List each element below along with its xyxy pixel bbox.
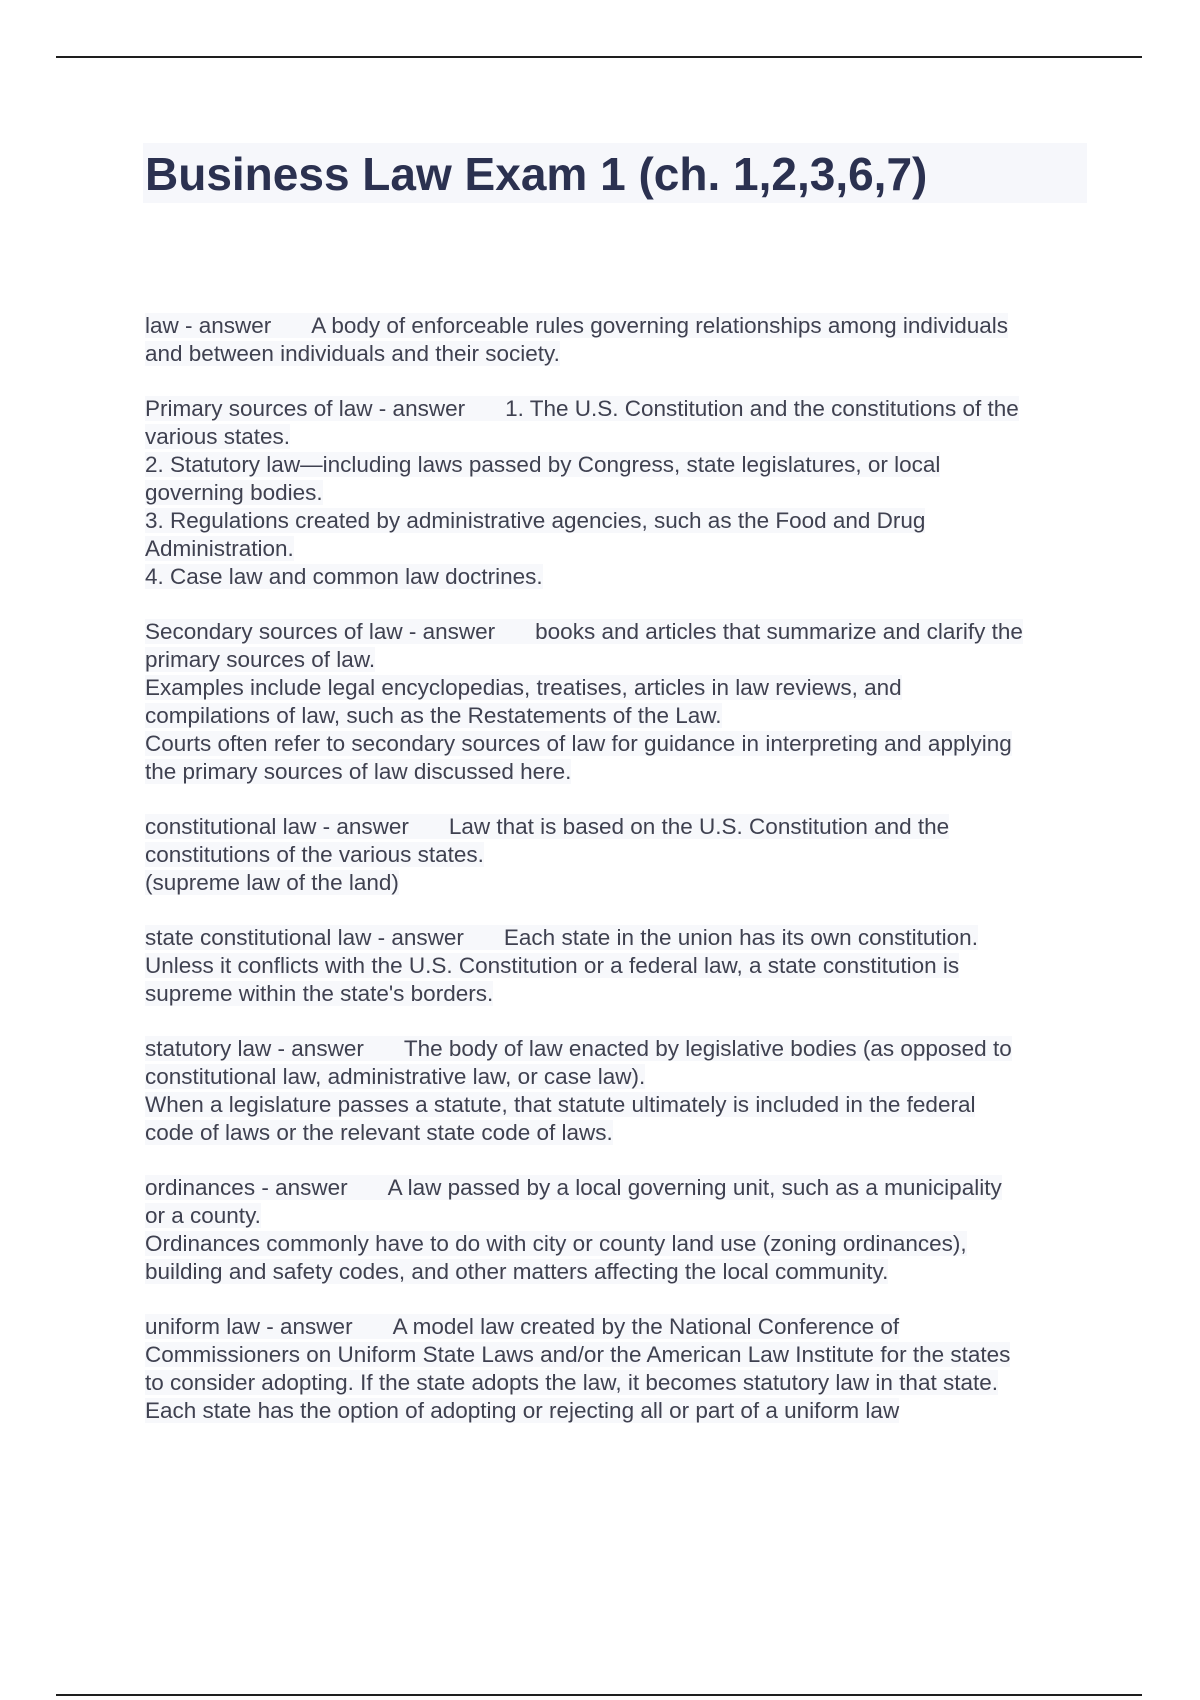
- entry-line: [145, 1202, 1095, 1230]
- entry-term: statutory law - answer: [145, 1036, 364, 1061]
- entry-line: [145, 702, 1095, 730]
- entry-term: uniform law - answer: [145, 1314, 353, 1339]
- entry-line: [145, 479, 1095, 507]
- entry-line: [145, 1313, 1095, 1341]
- entry-line: [145, 1174, 1095, 1202]
- entry-line: [145, 535, 1095, 563]
- entry-definition: compilations of law, such as the Restatements of the Law.: [145, 703, 722, 728]
- entry-definition: Commissioners on Uniform State Laws and/or the American Law Institute for the states: [145, 1342, 1011, 1367]
- entry-line: [145, 1063, 1095, 1091]
- entry-definition: When a legislature passes a statute, that statute ultimately is included in the federal: [145, 1092, 976, 1117]
- entry-definition: constitutions of the various states.: [145, 842, 484, 867]
- entry-definition: the primary sources of law discussed here.: [145, 759, 572, 784]
- entry-definition: 2. Statutory law—including laws passed by Congress, state legislatures, or local: [145, 452, 941, 477]
- bottom-rule: [56, 1694, 1142, 1696]
- entry-definition: Law that is based on the U.S. Constitution and the: [448, 814, 950, 839]
- flashcard-entry: [145, 1313, 1095, 1425]
- flashcard-list: [145, 312, 1095, 1452]
- entry-line: [145, 1397, 1095, 1425]
- entry-definition: code of laws or the relevant state code of laws.: [145, 1120, 613, 1145]
- entry-line: [145, 1230, 1095, 1258]
- entry-term: Primary sources of law - answer: [145, 396, 466, 421]
- flashcard-entry: [145, 1035, 1095, 1147]
- entry-definition: primary sources of law.: [145, 647, 376, 672]
- entry-line: [145, 563, 1095, 591]
- flashcard-entry: [145, 395, 1095, 591]
- entry-definition: The body of law enacted by legislative bodies (as opposed to: [403, 1036, 1012, 1061]
- entry-line: [145, 869, 1095, 897]
- entry-line: [145, 618, 1095, 646]
- entry-definition: Unless it conflicts with the U.S. Constitution or a federal law, a state constitution is: [145, 953, 960, 978]
- entry-line: [145, 1258, 1095, 1286]
- entry-line: [145, 674, 1095, 702]
- entry-definition: Courts often refer to secondary sources of law for guidance in interpreting and applying: [145, 731, 1012, 756]
- entry-definition: building and safety codes, and other matters affecting the local community.: [145, 1259, 889, 1284]
- flashcard-entry: [145, 924, 1095, 1008]
- flashcard-entry: [145, 1174, 1095, 1286]
- entry-line: [145, 1035, 1095, 1063]
- entry-line: [145, 395, 1095, 423]
- entry-definition: to consider adopting. If the state adopts the law, it becomes statutory law in that state.: [145, 1370, 998, 1395]
- top-rule: [56, 56, 1142, 58]
- entry-line: [145, 841, 1095, 869]
- entry-line: [145, 980, 1095, 1008]
- entry-definition: (supreme law of the land): [145, 870, 399, 895]
- entry-definition: Each state has the option of adopting or rejecting all or part of a uniform law: [145, 1398, 900, 1423]
- entry-line: [145, 507, 1095, 535]
- flashcard-entry: [145, 618, 1095, 786]
- flashcard-entry: [145, 312, 1095, 368]
- entry-line: [145, 924, 1095, 952]
- entry-term: constitutional law - answer: [145, 814, 409, 839]
- entry-line: [145, 1119, 1095, 1147]
- entry-term: law - answer: [145, 313, 272, 338]
- entry-definition: Ordinances commonly have to do with city or county land use (zoning ordinances),: [145, 1231, 967, 1256]
- entry-definition: A body of enforceable rules governing relationships among individuals: [311, 313, 1008, 338]
- entry-definition: constitutional law, administrative law, or case law).: [145, 1064, 646, 1089]
- entry-definition: 4. Case law and common law doctrines.: [145, 564, 543, 589]
- entry-definition: or a county.: [145, 1203, 261, 1228]
- entry-line: [145, 758, 1095, 786]
- entry-line: [145, 312, 1095, 340]
- entry-definition: 3. Regulations created by administrative agencies, such as the Food and Drug: [145, 508, 926, 533]
- entry-definition: A model law created by the National Conference of: [392, 1314, 900, 1339]
- entry-term: Secondary sources of law - answer: [145, 619, 496, 644]
- entry-term: state constitutional law - answer: [145, 925, 464, 950]
- entry-definition: governing bodies.: [145, 480, 323, 505]
- entry-definition: Each state in the union has its own constitution.: [503, 925, 978, 950]
- entry-definition: supreme within the state's borders.: [145, 981, 494, 1006]
- entry-line: [145, 1369, 1095, 1397]
- entry-line: [145, 423, 1095, 451]
- entry-line: [145, 952, 1095, 980]
- entry-definition: Administration.: [145, 536, 294, 561]
- entry-definition: and between individuals and their society.: [145, 341, 560, 366]
- entry-line: [145, 451, 1095, 479]
- flashcard-entry: [145, 813, 1095, 897]
- entry-line: [145, 730, 1095, 758]
- entry-definition: A law passed by a local governing unit, such as a municipality: [387, 1175, 1002, 1200]
- document-title: Business Law Exam 1 (ch. 1,2,3,6,7): [145, 148, 928, 200]
- entry-line: [145, 646, 1095, 674]
- entry-definition: Examples include legal encyclopedias, treatises, articles in law reviews, and: [145, 675, 902, 700]
- entry-line: [145, 813, 1095, 841]
- entry-definition: 1. The U.S. Constitution and the constitutions of the: [505, 396, 1019, 421]
- entry-definition: various states.: [145, 424, 291, 449]
- entry-line: [145, 340, 1095, 368]
- entry-line: [145, 1091, 1095, 1119]
- entry-line: [145, 1341, 1095, 1369]
- entry-term: ordinances - answer: [145, 1175, 348, 1200]
- entry-definition: books and articles that summarize and clarify the: [535, 619, 1023, 644]
